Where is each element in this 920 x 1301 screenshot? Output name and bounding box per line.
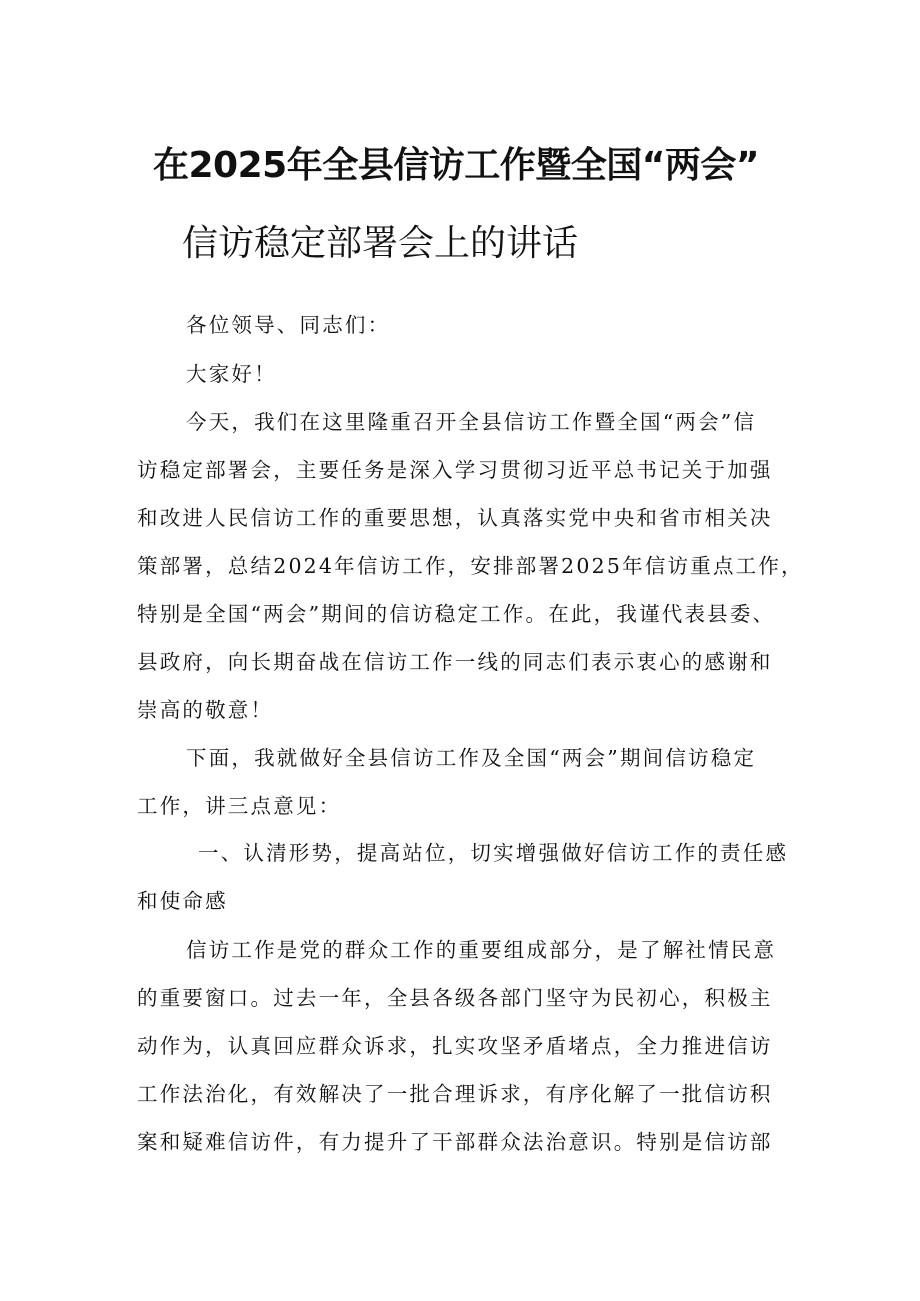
document-title-line-2: 信访稳定部署会上的讲话 [182, 223, 579, 264]
body-line: 信访工作是党的群众工作的重要组成部分，是了解社情民意 [186, 938, 777, 962]
body-line: 下面，我就做好全县信访工作及全国“两会”期间信访稳定 [186, 746, 757, 770]
body-line: 工作，讲三点意见： [137, 794, 342, 818]
body-line: 崇高的敬意！ [137, 698, 274, 722]
greeting: 大家好！ [186, 362, 277, 386]
section-heading-1: 一、认清形势，提高站位，切实增强做好信访工作的责任感 [198, 841, 789, 865]
body-line: 访稳定部署会，主要任务是深入学习贯彻习近平总书记关于加强 [137, 458, 773, 482]
body-line: 县政府，向长期奋战在信访工作一线的同志们表示衷心的感谢和 [137, 650, 773, 674]
body-line: 动作为，认真回应群众诉求，扎实攻坚矛盾堵点，全力推进信访 [137, 1034, 773, 1058]
document-title-line-1: 在2025年全县信访工作暨全国“两会” [153, 145, 760, 186]
body-line: 工作法治化，有效解决了一批合理诉求，有序化解了一批信访积 [137, 1082, 773, 1106]
body-line: 和改进人民信访工作的重要思想，认真落实党中央和省市相关决 [137, 506, 773, 530]
section-heading-1-cont: 和使命感 [137, 889, 228, 913]
salutation: 各位领导、同志们： [186, 313, 391, 337]
body-line: 特别是全国“两会”期间的信访稳定工作。在此，我谨代表县委、 [137, 602, 776, 626]
body-line: 的重要窗口。过去一年，全县各级各部门坚守为民初心，积极主 [137, 986, 773, 1010]
body-line: 案和疑难信访件，有力提升了干部群众法治意识。特别是信访部 [137, 1130, 773, 1154]
body-line: 今天，我们在这里隆重召开全县信访工作暨全国“两会”信 [186, 410, 757, 434]
body-line: 策部署，总结2024年信访工作，安排部署2025年信访重点工作， [137, 554, 804, 578]
